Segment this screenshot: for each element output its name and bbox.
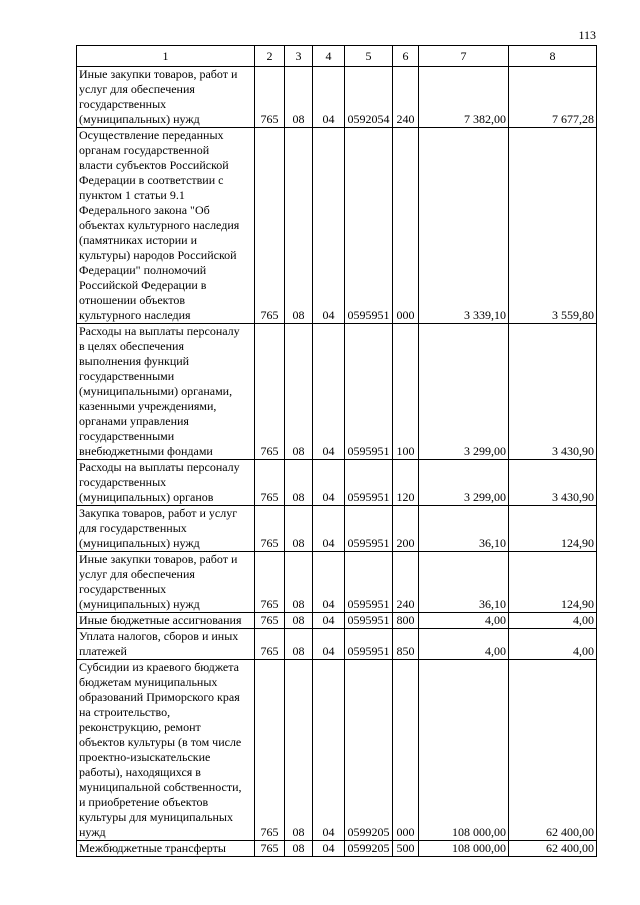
- code-column-6: 800: [393, 613, 419, 629]
- code-column-2: 765: [255, 841, 285, 857]
- row-name-line: (муниципальных) нужд: [79, 112, 200, 126]
- row-name-line: работы), находящихся в: [79, 765, 201, 779]
- code-column-4: 04: [313, 841, 345, 857]
- row-name-line: реконструкцию, ремонт: [79, 720, 201, 734]
- page-number: 113: [578, 28, 596, 42]
- column-header: 8: [509, 46, 597, 67]
- row-name-line: (муниципальными) органами,: [79, 384, 233, 398]
- code-column-4: 04: [313, 629, 345, 660]
- code-column-2: 765: [255, 552, 285, 613]
- column-header: 2: [255, 46, 285, 67]
- table-row: [77, 629, 597, 660]
- row-name-line: Расходы на выплаты персоналу: [79, 460, 240, 474]
- row-name-line: пунктом 1 статьи 9.1: [79, 188, 185, 202]
- code-column-3: 08: [285, 506, 313, 552]
- header-row: [77, 46, 597, 67]
- row-name-line: Закупка товаров, работ и услуг: [79, 506, 238, 520]
- row-name-line: культуры) народов Российской: [79, 248, 237, 262]
- row-name-line: Федерации в соответствии с: [79, 173, 224, 187]
- row-name-cell: [77, 128, 255, 324]
- row-name-line: государственными: [79, 429, 175, 443]
- code-column-4: 04: [313, 613, 345, 629]
- code-column-3: 08: [285, 629, 313, 660]
- code-column-3: 08: [285, 841, 313, 857]
- row-name-line: Российской Федерации в: [79, 278, 207, 292]
- amount-column-7: 3 339,10: [419, 128, 509, 324]
- amount-column-8: 3 430,90: [509, 324, 597, 460]
- row-name-line: Иные закупки товаров, работ и: [79, 67, 238, 81]
- code-column-5: 0595951: [345, 552, 393, 613]
- row-name-line: выполнения функций: [79, 354, 190, 368]
- amount-column-7: 7 382,00: [419, 67, 509, 128]
- amount-column-8: 4,00: [509, 613, 597, 629]
- code-column-2: 765: [255, 613, 285, 629]
- row-name-line: проектно-изыскательские: [79, 750, 211, 764]
- row-name-line: платежей: [79, 644, 127, 658]
- code-column-3: 08: [285, 128, 313, 324]
- row-name-line: казенными учреждениями,: [79, 399, 217, 413]
- row-name-cell: [77, 613, 255, 629]
- amount-column-8: 62 400,00: [509, 841, 597, 857]
- row-name-line: бюджетам муниципальных: [79, 675, 218, 689]
- row-name-line: образований Приморского края: [79, 690, 240, 704]
- row-name-cell: [77, 460, 255, 506]
- row-name-line: государственных: [79, 97, 167, 111]
- code-column-5: 0592054: [345, 67, 393, 128]
- row-name-cell: [77, 841, 255, 857]
- code-column-5: 0595951: [345, 324, 393, 460]
- code-column-4: 04: [313, 324, 345, 460]
- row-name-line: на строительство,: [79, 705, 171, 719]
- row-name-line: и приобретение объектов: [79, 795, 209, 809]
- code-column-2: 765: [255, 324, 285, 460]
- row-name-line: Субсидии из краевого бюджета: [79, 660, 239, 674]
- row-name-line: в целях обеспечения: [79, 339, 184, 353]
- table-row: [77, 660, 597, 841]
- code-column-6: 850: [393, 629, 419, 660]
- amount-column-8: 4,00: [509, 629, 597, 660]
- row-name-line: органами управления: [79, 414, 189, 428]
- code-column-3: 08: [285, 552, 313, 613]
- row-name-line: (памятниках истории и: [79, 233, 198, 247]
- code-column-6: 120: [393, 460, 419, 506]
- row-name-line: для государственных: [79, 521, 187, 535]
- code-column-3: 08: [285, 67, 313, 128]
- table-row: [77, 67, 597, 128]
- row-name-line: муниципальной собственности,: [79, 780, 242, 794]
- amount-column-8: 3 559,80: [509, 128, 597, 324]
- code-column-6: 240: [393, 67, 419, 128]
- code-column-5: 0595951: [345, 460, 393, 506]
- code-column-4: 04: [313, 552, 345, 613]
- row-name-line: органам государственной: [79, 143, 210, 157]
- table-row: [77, 324, 597, 460]
- row-name-line: Межбюджетные трансферты: [79, 841, 226, 855]
- column-header: 3: [285, 46, 313, 67]
- amount-column-7: 4,00: [419, 629, 509, 660]
- code-column-3: 08: [285, 660, 313, 841]
- row-name-line: отношении объектов: [79, 293, 186, 307]
- code-column-5: 0595951: [345, 506, 393, 552]
- code-column-5: 0599205: [345, 660, 393, 841]
- code-column-4: 04: [313, 660, 345, 841]
- code-column-6: 000: [393, 660, 419, 841]
- row-name-line: объектах культурного наследия: [79, 218, 240, 232]
- code-column-3: 08: [285, 460, 313, 506]
- amount-column-8: 124,90: [509, 552, 597, 613]
- column-header: 6: [393, 46, 419, 67]
- row-name-line: Расходы на выплаты персоналу: [79, 324, 240, 338]
- code-column-6: 200: [393, 506, 419, 552]
- code-column-2: 765: [255, 506, 285, 552]
- column-header: 5: [345, 46, 393, 67]
- code-column-5: 0595951: [345, 128, 393, 324]
- code-column-6: 000: [393, 128, 419, 324]
- table-row: [77, 552, 597, 613]
- row-name-line: культуры для муниципальных: [79, 810, 233, 824]
- row-name-line: объектов культуры (в том числе: [79, 735, 242, 749]
- row-name-line: государственными: [79, 369, 175, 383]
- code-column-5: 0595951: [345, 613, 393, 629]
- code-column-3: 08: [285, 324, 313, 460]
- row-name-line: государственных: [79, 582, 167, 596]
- column-header: 1: [77, 46, 255, 67]
- table-row: [77, 506, 597, 552]
- row-name-line: внебюджетными фондами: [79, 444, 213, 458]
- code-column-6: 240: [393, 552, 419, 613]
- code-column-3: 08: [285, 613, 313, 629]
- code-column-4: 04: [313, 67, 345, 128]
- row-name-line: Федерального закона "Об: [79, 203, 210, 217]
- code-column-2: 765: [255, 660, 285, 841]
- row-name-line: Осуществление переданных: [79, 128, 224, 142]
- row-name-line: услуг для обеспечения: [79, 567, 195, 581]
- code-column-4: 04: [313, 128, 345, 324]
- table-row: [77, 613, 597, 629]
- row-name-line: культурного наследия: [79, 308, 191, 322]
- amount-column-8: 3 430,90: [509, 460, 597, 506]
- table-row: [77, 841, 597, 857]
- column-header: 4: [313, 46, 345, 67]
- row-name-cell: [77, 660, 255, 841]
- code-column-4: 04: [313, 506, 345, 552]
- code-column-2: 765: [255, 128, 285, 324]
- row-name-line: нужд: [79, 825, 106, 839]
- table-row: [77, 128, 597, 324]
- row-name-cell: [77, 67, 255, 128]
- row-name-line: услуг для обеспечения: [79, 82, 195, 96]
- amount-column-7: 3 299,00: [419, 460, 509, 506]
- amount-column-7: 108 000,00: [419, 660, 509, 841]
- table-body: [77, 67, 597, 857]
- row-name-line: Федерации" полномочий: [79, 263, 207, 277]
- row-name-line: власти субъектов Российской: [79, 158, 229, 172]
- code-column-5: 0595951: [345, 629, 393, 660]
- row-name-line: (муниципальных) органов: [79, 490, 214, 504]
- amount-column-7: 36,10: [419, 552, 509, 613]
- column-header: 7: [419, 46, 509, 67]
- amount-column-8: 124,90: [509, 506, 597, 552]
- code-column-6: 100: [393, 324, 419, 460]
- amount-column-7: 108 000,00: [419, 841, 509, 857]
- code-column-2: 765: [255, 629, 285, 660]
- amount-column-7: 36,10: [419, 506, 509, 552]
- row-name-cell: [77, 552, 255, 613]
- row-name-cell: [77, 506, 255, 552]
- budget-table: [76, 45, 597, 857]
- code-column-2: 765: [255, 460, 285, 506]
- row-name-cell: [77, 629, 255, 660]
- code-column-4: 04: [313, 460, 345, 506]
- amount-column-8: 62 400,00: [509, 660, 597, 841]
- row-name-line: (муниципальных) нужд: [79, 536, 200, 550]
- table-row: [77, 460, 597, 506]
- amount-column-7: 3 299,00: [419, 324, 509, 460]
- code-column-6: 500: [393, 841, 419, 857]
- code-column-5: 0599205: [345, 841, 393, 857]
- amount-column-8: 7 677,28: [509, 67, 597, 128]
- code-column-2: 765: [255, 67, 285, 128]
- amount-column-7: 4,00: [419, 613, 509, 629]
- row-name-line: Иные закупки товаров, работ и: [79, 552, 238, 566]
- row-name-line: государственных: [79, 475, 167, 489]
- row-name-cell: [77, 324, 255, 460]
- row-name-line: Уплата налогов, сборов и иных: [79, 629, 239, 643]
- row-name-line: Иные бюджетные ассигнования: [79, 613, 242, 627]
- row-name-line: (муниципальных) нужд: [79, 597, 200, 611]
